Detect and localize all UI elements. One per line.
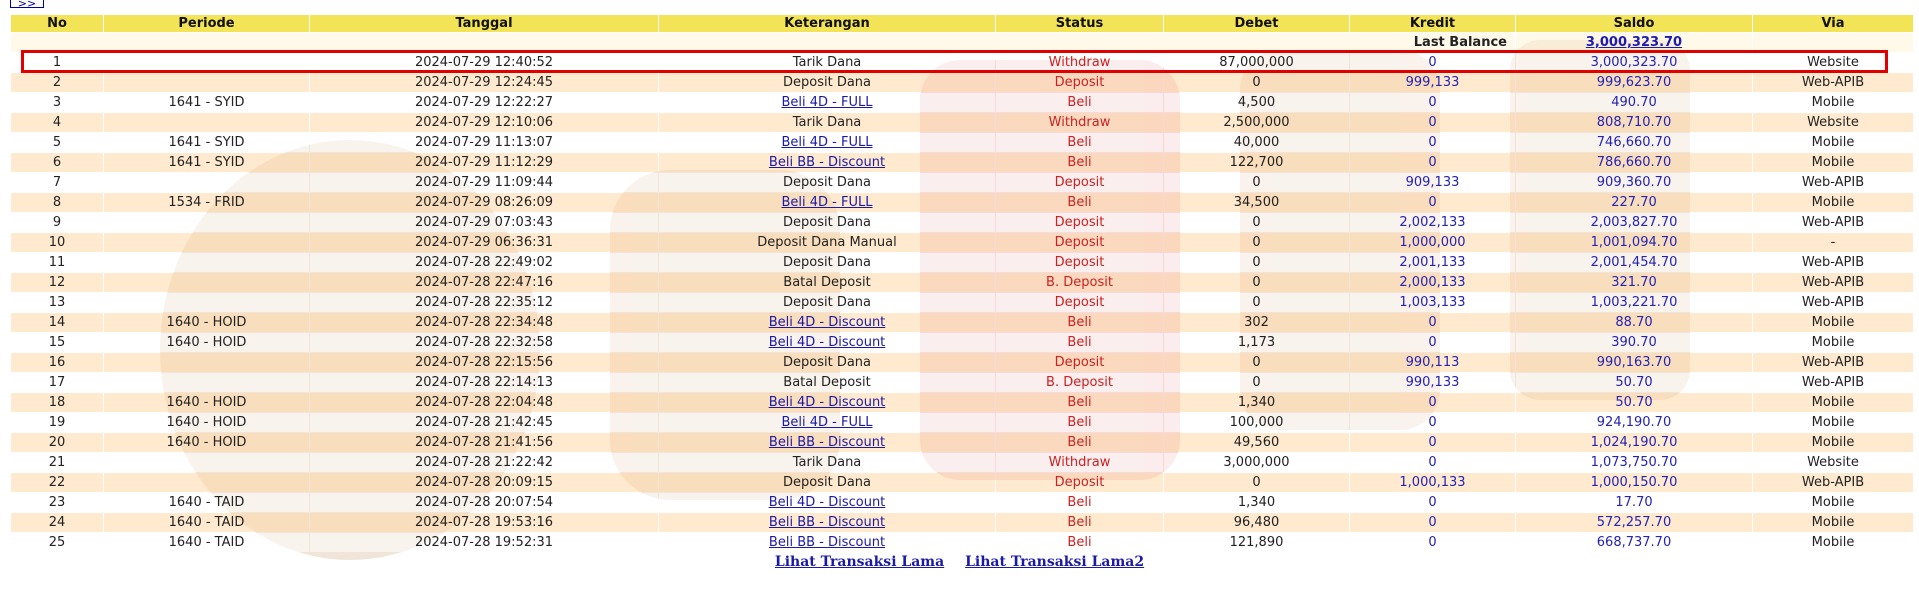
table-row: [11, 533, 1913, 552]
col-periode: Periode: [104, 15, 309, 32]
cell-kredit: 1,000,000: [1350, 233, 1515, 252]
table-row: [11, 113, 1913, 132]
table-row: [11, 213, 1913, 232]
cell-status: Deposit: [996, 173, 1163, 192]
cell-no: 25: [11, 533, 103, 552]
cell-no: 17: [11, 373, 103, 392]
cell-kredit: 2,001,133: [1350, 253, 1515, 272]
cell-kredit: 1,000,133: [1350, 473, 1515, 492]
table-row: [11, 353, 1913, 372]
cell-kredit: 0: [1350, 193, 1515, 212]
table-row: [11, 73, 1913, 92]
cell-saldo: 227.70: [1516, 193, 1752, 212]
table-row: [11, 493, 1913, 512]
cell-periode: [104, 453, 309, 472]
cell-status: Beli: [996, 333, 1163, 352]
cell-periode: [104, 73, 309, 92]
cell-saldo: 490.70: [1516, 93, 1752, 112]
cell-via: Web-APIB: [1753, 213, 1913, 232]
cell-status: Deposit: [996, 213, 1163, 232]
cell-keterangan[interactable]: Beli BB - Discount: [659, 533, 995, 552]
cell-saldo: 808,710.70: [1516, 113, 1752, 132]
cell-tanggal: 2024-07-29 12:10:06: [310, 113, 658, 132]
cell-keterangan[interactable]: Beli 4D - FULL: [659, 193, 995, 212]
cell-saldo: 50.70: [1516, 393, 1752, 412]
cell-no: 24: [11, 513, 103, 532]
cell-via: Mobile: [1753, 493, 1913, 512]
cell-keterangan: Deposit Dana: [659, 213, 995, 232]
cell-kredit: 0: [1350, 53, 1515, 72]
last-balance-value: 3,000,323.70: [1516, 33, 1752, 52]
lihat-transaksi-lama-link[interactable]: Lihat Transaksi Lama: [774, 554, 945, 570]
cell-saldo: 572,257.70: [1516, 513, 1752, 532]
cell-kredit: 2,002,133: [1350, 213, 1515, 232]
col-kredit: Kredit: [1350, 15, 1515, 32]
cell-status: B. Deposit: [996, 273, 1163, 292]
cell-kredit: 990,113: [1350, 353, 1515, 372]
cell-kredit: 0: [1350, 393, 1515, 412]
cell-periode: [104, 253, 309, 272]
cell-kredit: 0: [1350, 433, 1515, 452]
cell-debet: 87,000,000: [1164, 53, 1349, 72]
cell-saldo: 3,000,323.70: [1516, 53, 1752, 72]
cell-debet: 40,000: [1164, 133, 1349, 152]
cell-status: Beli: [996, 533, 1163, 552]
cell-saldo: 746,660.70: [1516, 133, 1752, 152]
cell-tanggal: 2024-07-28 20:07:54: [310, 493, 658, 512]
cell-kredit: 0: [1350, 453, 1515, 472]
cell-kredit: 0: [1350, 113, 1515, 132]
cell-via: Web-APIB: [1753, 353, 1913, 372]
cell-via: Website: [1753, 453, 1913, 472]
cell-no: 9: [11, 213, 103, 232]
cell-via: Web-APIB: [1753, 253, 1913, 272]
cell-saldo: 1,000,150.70: [1516, 473, 1752, 492]
cell-tanggal: 2024-07-28 19:53:16: [310, 513, 658, 532]
cell-saldo: 321.70: [1516, 273, 1752, 292]
table-row: [11, 253, 1913, 272]
cell-keterangan: Deposit Dana: [659, 73, 995, 92]
cell-tanggal: 2024-07-28 20:09:15: [310, 473, 658, 492]
cell-status: Beli: [996, 393, 1163, 412]
cell-no: 8: [11, 193, 103, 212]
cell-status: Beli: [996, 193, 1163, 212]
cell-debet: 1,340: [1164, 493, 1349, 512]
cell-status: Deposit: [996, 473, 1163, 492]
cell-status: Deposit: [996, 233, 1163, 252]
cell-no: 10: [11, 233, 103, 252]
cell-status: Beli: [996, 133, 1163, 152]
transaction-table: [10, 14, 1914, 553]
cell-kredit: 1,003,133: [1350, 293, 1515, 312]
cell-via: Mobile: [1753, 513, 1913, 532]
cell-tanggal: 2024-07-28 22:15:56: [310, 353, 658, 372]
cell-via: Mobile: [1753, 433, 1913, 452]
cell-saldo: 1,001,094.70: [1516, 233, 1752, 252]
cell-keterangan[interactable]: Beli 4D - FULL: [659, 413, 995, 432]
table-row: [11, 313, 1913, 332]
cell-periode: 1640 - HOID: [104, 413, 309, 432]
cell-periode: [104, 53, 309, 72]
cell-kredit: 0: [1350, 133, 1515, 152]
cell-status: Beli: [996, 513, 1163, 532]
cell-saldo: 924,190.70: [1516, 413, 1752, 432]
cell-periode: 1640 - HOID: [104, 333, 309, 352]
last-balance-label: Last Balance: [11, 33, 1515, 52]
cell-tanggal: 2024-07-28 21:41:56: [310, 433, 658, 452]
cell-no: 19: [11, 413, 103, 432]
cell-periode: [104, 173, 309, 192]
lihat-transaksi-lama2-link[interactable]: Lihat Transaksi Lama2: [965, 554, 1145, 570]
cell-periode: 1640 - TAID: [104, 513, 309, 532]
cell-saldo: 88.70: [1516, 313, 1752, 332]
cell-debet: 0: [1164, 73, 1349, 92]
cell-debet: 0: [1164, 253, 1349, 272]
cell-status: Beli: [996, 413, 1163, 432]
cell-tanggal: 2024-07-29 08:26:09: [310, 193, 658, 212]
table-row: [11, 393, 1913, 412]
cell-periode: [104, 273, 309, 292]
cell-saldo: 17.70: [1516, 493, 1752, 512]
cell-via: Website: [1753, 113, 1913, 132]
cell-debet: 0: [1164, 273, 1349, 292]
cell-keterangan: Deposit Dana: [659, 353, 995, 372]
cell-keterangan: Deposit Dana Manual: [659, 233, 995, 252]
cell-debet: 0: [1164, 473, 1349, 492]
cell-status: Deposit: [996, 353, 1163, 372]
cell-tanggal: 2024-07-29 11:13:07: [310, 133, 658, 152]
cell-periode: [104, 353, 309, 372]
cell-no: 13: [11, 293, 103, 312]
cell-status: Withdraw: [996, 113, 1163, 132]
cell-tanggal: 2024-07-29 06:36:31: [310, 233, 658, 252]
cell-no: 7: [11, 173, 103, 192]
cell-tanggal: 2024-07-28 21:22:42: [310, 453, 658, 472]
cell-no: 16: [11, 353, 103, 372]
col-via: Via: [1753, 15, 1913, 32]
cell-keterangan: Batal Deposit: [659, 273, 995, 292]
cell-keterangan[interactable]: Beli 4D - Discount: [659, 313, 995, 332]
cell-status: Beli: [996, 93, 1163, 112]
col-status: Status: [996, 15, 1163, 32]
cell-debet: 100,000: [1164, 413, 1349, 432]
cell-kredit: 2,000,133: [1350, 273, 1515, 292]
cell-periode: [104, 213, 309, 232]
cell-keterangan: Deposit Dana: [659, 473, 995, 492]
cell-periode: 1640 - HOID: [104, 393, 309, 412]
cell-periode: 1640 - TAID: [104, 533, 309, 552]
cell-kredit: 0: [1350, 493, 1515, 512]
cell-via: Website: [1753, 53, 1913, 72]
cell-saldo: 999,623.70: [1516, 73, 1752, 92]
table-row: [11, 513, 1913, 532]
cell-no: 18: [11, 393, 103, 412]
cell-no: 5: [11, 133, 103, 152]
cell-keterangan: Tarik Dana: [659, 53, 995, 72]
cell-keterangan: Deposit Dana: [659, 173, 995, 192]
cell-via: Web-APIB: [1753, 273, 1913, 292]
table-row: [11, 473, 1913, 492]
cell-tanggal: 2024-07-28 22:32:58: [310, 333, 658, 352]
cell-kredit: 999,133: [1350, 73, 1515, 92]
cell-via: Web-APIB: [1753, 73, 1913, 92]
cell-debet: 0: [1164, 293, 1349, 312]
cell-no: 4: [11, 113, 103, 132]
cell-debet: 0: [1164, 373, 1349, 392]
cell-tanggal: 2024-07-28 22:49:02: [310, 253, 658, 272]
cell-via: Mobile: [1753, 153, 1913, 172]
cell-saldo: 668,737.70: [1516, 533, 1752, 552]
table-row: [11, 453, 1913, 472]
cell-status: Deposit: [996, 293, 1163, 312]
table-row: [11, 433, 1913, 452]
col-keterangan: Keterangan: [659, 15, 995, 32]
cell-via: Mobile: [1753, 313, 1913, 332]
cell-kredit: 0: [1350, 313, 1515, 332]
cell-debet: 0: [1164, 353, 1349, 372]
cell-keterangan: Batal Deposit: [659, 373, 995, 392]
cell-saldo: 1,024,190.70: [1516, 433, 1752, 452]
cell-kredit: 909,133: [1350, 173, 1515, 192]
cell-saldo: 390.70: [1516, 333, 1752, 352]
cell-no: 6: [11, 153, 103, 172]
cell-via: Web-APIB: [1753, 473, 1913, 492]
table-row: [11, 193, 1913, 212]
cell-no: 12: [11, 273, 103, 292]
cell-via: Mobile: [1753, 193, 1913, 212]
cell-saldo: 990,163.70: [1516, 353, 1752, 372]
last-balance-row: [11, 33, 1913, 52]
cell-saldo: 2,001,454.70: [1516, 253, 1752, 272]
cell-via: Web-APIB: [1753, 293, 1913, 312]
cell-tanggal: 2024-07-28 22:14:13: [310, 373, 658, 392]
table-row: [11, 413, 1913, 432]
cell-status: Deposit: [996, 253, 1163, 272]
table-row: [11, 293, 1913, 312]
table-header: [11, 15, 1913, 32]
cell-debet: 0: [1164, 233, 1349, 252]
table-row: [11, 173, 1913, 192]
table-row: [11, 233, 1913, 252]
cell-via: -: [1753, 233, 1913, 252]
cell-saldo: 2,003,827.70: [1516, 213, 1752, 232]
cell-saldo: 1,073,750.70: [1516, 453, 1752, 472]
cell-keterangan[interactable]: Beli 4D - Discount: [659, 393, 995, 412]
cell-kredit: 0: [1350, 533, 1515, 552]
cell-status: Withdraw: [996, 453, 1163, 472]
cell-tanggal: 2024-07-28 22:34:48: [310, 313, 658, 332]
cell-no: 1: [11, 53, 103, 72]
cell-no: 21: [11, 453, 103, 472]
cell-no: 2: [11, 73, 103, 92]
cell-tanggal: 2024-07-28 22:47:16: [310, 273, 658, 292]
table-row: [11, 133, 1913, 152]
cell-keterangan[interactable]: Beli 4D - FULL: [659, 93, 995, 112]
cell-keterangan[interactable]: Beli BB - Discount: [659, 153, 995, 172]
cell-debet: 1,340: [1164, 393, 1349, 412]
cell-debet: 1,173: [1164, 333, 1349, 352]
col-saldo: Saldo: [1516, 15, 1752, 32]
cell-debet: 122,700: [1164, 153, 1349, 172]
col-no: No: [11, 15, 103, 32]
cell-no: 15: [11, 333, 103, 352]
cell-periode: 1640 - HOID: [104, 313, 309, 332]
cell-kredit: 0: [1350, 153, 1515, 172]
cell-status: B. Deposit: [996, 373, 1163, 392]
cell-keterangan[interactable]: Beli BB - Discount: [659, 433, 995, 452]
cell-tanggal: 2024-07-29 11:12:29: [310, 153, 658, 172]
cell-debet: 49,560: [1164, 433, 1349, 452]
cell-debet: 0: [1164, 213, 1349, 232]
cell-saldo: 786,660.70: [1516, 153, 1752, 172]
cell-keterangan: Tarik Dana: [659, 113, 995, 132]
table-row: [11, 153, 1913, 172]
cell-via: Mobile: [1753, 533, 1913, 552]
cell-no: 11: [11, 253, 103, 272]
cell-via: Mobile: [1753, 133, 1913, 152]
cell-tanggal: 2024-07-29 12:24:45: [310, 73, 658, 92]
cell-debet: 96,480: [1164, 513, 1349, 532]
table-row: [11, 93, 1913, 112]
cell-tanggal: 2024-07-28 22:04:48: [310, 393, 658, 412]
cell-keterangan[interactable]: Beli BB - Discount: [659, 513, 995, 532]
col-tanggal: Tanggal: [310, 15, 658, 32]
cell-status: Deposit: [996, 73, 1163, 92]
cell-periode: 1641 - SYID: [104, 93, 309, 112]
cell-keterangan: Deposit Dana: [659, 293, 995, 312]
cell-keterangan[interactable]: Beli 4D - Discount: [659, 493, 995, 512]
cell-keterangan[interactable]: Beli 4D - Discount: [659, 333, 995, 352]
cell-kredit: 0: [1350, 513, 1515, 532]
cell-via: Web-APIB: [1753, 373, 1913, 392]
cell-tanggal: 2024-07-29 12:40:52: [310, 53, 658, 72]
cell-via: Web-APIB: [1753, 173, 1913, 192]
cell-saldo: 50.70: [1516, 373, 1752, 392]
table-row: [11, 333, 1913, 352]
cell-status: Beli: [996, 493, 1163, 512]
cell-via: Mobile: [1753, 333, 1913, 352]
cell-no: 3: [11, 93, 103, 112]
table-row: [11, 273, 1913, 292]
cell-status: Beli: [996, 313, 1163, 332]
cell-debet: 121,890: [1164, 533, 1349, 552]
cell-no: 20: [11, 433, 103, 452]
cell-saldo: 1,003,221.70: [1516, 293, 1752, 312]
cell-no: 22: [11, 473, 103, 492]
cell-via: Mobile: [1753, 393, 1913, 412]
cell-periode: [104, 373, 309, 392]
next-page-button[interactable]: >>: [10, 0, 44, 8]
cell-tanggal: 2024-07-29 11:09:44: [310, 173, 658, 192]
cell-periode: 1641 - SYID: [104, 153, 309, 172]
cell-periode: 1640 - HOID: [104, 433, 309, 452]
cell-via: Mobile: [1753, 93, 1913, 112]
cell-kredit: 0: [1350, 93, 1515, 112]
last-balance-empty: [1753, 33, 1913, 52]
cell-tanggal: 2024-07-28 19:52:31: [310, 533, 658, 552]
cell-periode: 1640 - TAID: [104, 493, 309, 512]
cell-debet: 0: [1164, 173, 1349, 192]
cell-kredit: 0: [1350, 333, 1515, 352]
cell-kredit: 990,133: [1350, 373, 1515, 392]
cell-tanggal: 2024-07-28 22:35:12: [310, 293, 658, 312]
table-row: [11, 53, 1913, 72]
cell-debet: 4,500: [1164, 93, 1349, 112]
cell-periode: 1641 - SYID: [104, 133, 309, 152]
cell-debet: 3,000,000: [1164, 453, 1349, 472]
table-row: [11, 373, 1913, 392]
col-debet: Debet: [1164, 15, 1349, 32]
cell-debet: 302: [1164, 313, 1349, 332]
cell-status: Beli: [996, 433, 1163, 452]
cell-saldo: 909,360.70: [1516, 173, 1752, 192]
cell-keterangan: Deposit Dana: [659, 253, 995, 272]
cell-periode: [104, 473, 309, 492]
cell-periode: [104, 293, 309, 312]
cell-debet: 2,500,000: [1164, 113, 1349, 132]
cell-tanggal: 2024-07-28 21:42:45: [310, 413, 658, 432]
footer-links: [0, 554, 1919, 570]
cell-keterangan: Tarik Dana: [659, 453, 995, 472]
cell-periode: 1534 - FRID: [104, 193, 309, 212]
cell-kredit: 0: [1350, 413, 1515, 432]
cell-tanggal: 2024-07-29 12:22:27: [310, 93, 658, 112]
cell-no: 14: [11, 313, 103, 332]
cell-tanggal: 2024-07-29 07:03:43: [310, 213, 658, 232]
cell-via: Mobile: [1753, 413, 1913, 432]
cell-debet: 34,500: [1164, 193, 1349, 212]
cell-keterangan[interactable]: Beli 4D - FULL: [659, 133, 995, 152]
cell-periode: [104, 233, 309, 252]
cell-status: Withdraw: [996, 53, 1163, 72]
cell-periode: [104, 113, 309, 132]
cell-no: 23: [11, 493, 103, 512]
cell-status: Beli: [996, 153, 1163, 172]
